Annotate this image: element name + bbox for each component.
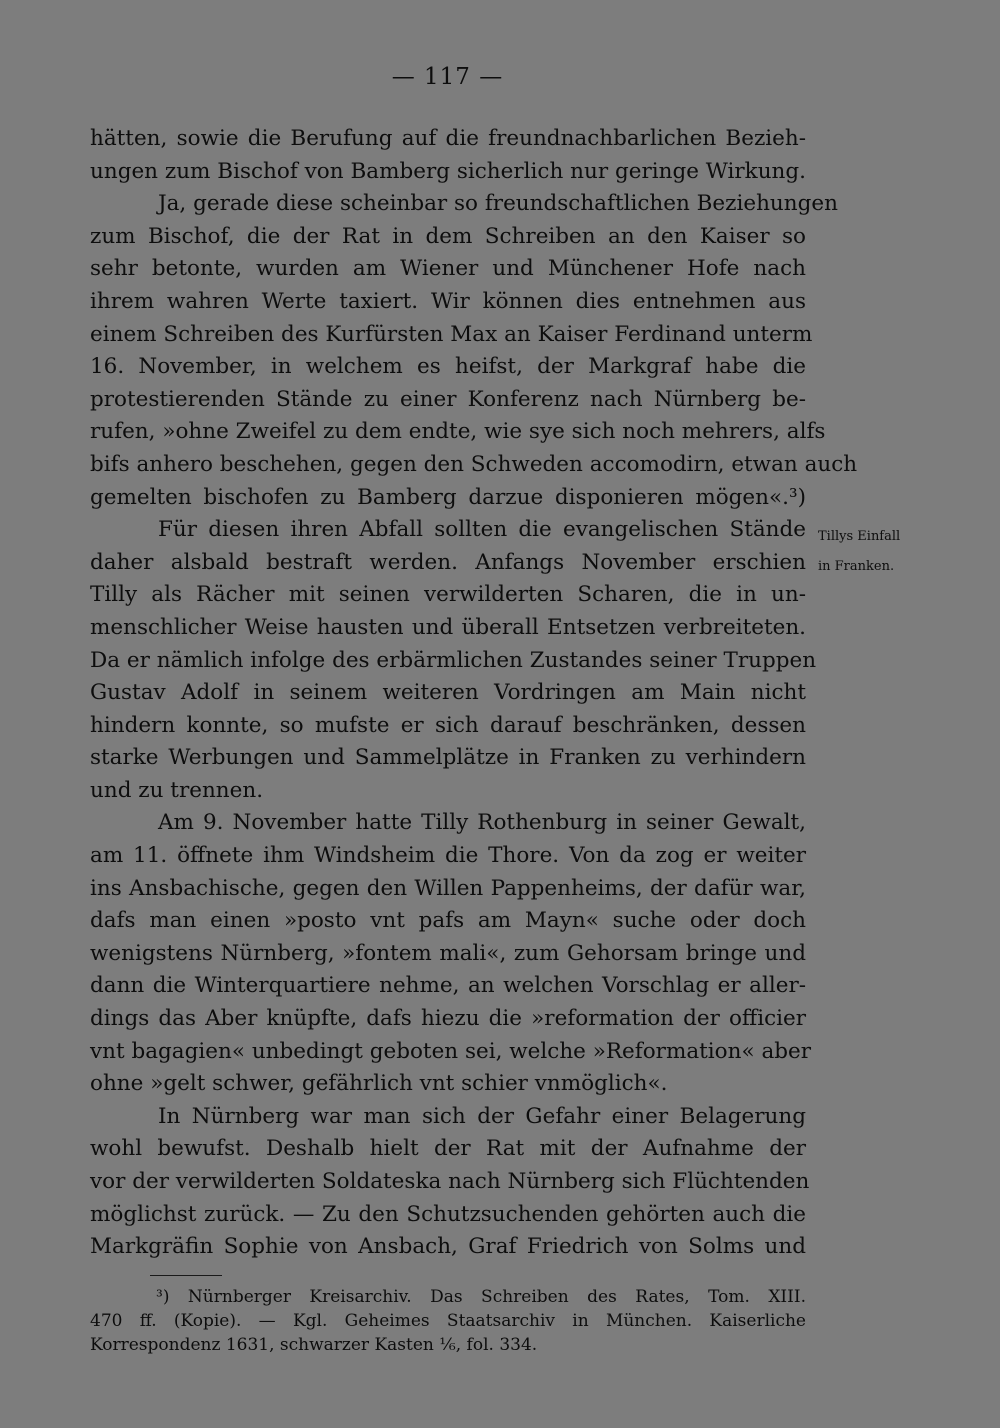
text-line: Am 9. November hatte Tilly Rothenburg in seiner Gewalt, <box>158 810 806 836</box>
text-line: ungen zum Bischof von Bamberg sicherlich nur geringe Wirkung. <box>90 158 806 184</box>
text-line: hindern konnte, so mufste er sich darauf beschränken, dessen <box>90 712 806 738</box>
text-line: dann die Winterquartiere nehme, an welchen Vorschlag er aller- <box>90 973 806 999</box>
text-line: vnt bagagien« unbedingt geboten sei, welche »Reformation« aber <box>90 1038 812 1064</box>
text-line: protestierenden Stände zu einer Konferenz nach Nürnberg be- <box>90 386 806 412</box>
text-line: ihrem wahren Werte taxiert. Wir können dies entnehmen aus <box>90 288 806 314</box>
page-number: — 117 — <box>391 64 504 90</box>
text-line: wenigstens Nürnberg, »fontem mali«, zum Gehorsam bringe und <box>90 940 806 966</box>
text-line: starke Werbungen und Sammelplätze in Franken zu verhindern <box>90 745 806 771</box>
text-line: zum Bischof, die der Rat in dem Schreiben an den Kaiser so <box>90 223 806 249</box>
footnote-divider <box>150 1275 222 1276</box>
text-line: ins Ansbachische, gegen den Willen Pappenheims, der dafür war, <box>90 875 806 901</box>
footnote-line: Korrespondenz 1631, schwarzer Kasten ⅙, fol. 334. <box>90 1335 538 1355</box>
footnotes <box>90 1285 806 1357</box>
text-line: Ja, gerade diese scheinbar so freundschaftlichen Beziehungen <box>158 191 838 217</box>
text-line: menschlicher Weise hausten und überall Entsetzen verbreiteten. <box>90 614 806 640</box>
text-line: Für diesen ihren Abfall sollten die evangelischen Stände <box>158 517 806 543</box>
text-line: einem Schreiben des Kurfürsten Max an Kaiser Ferdinand unterm <box>90 321 813 347</box>
text-line: möglichst zurück. — Zu den Schutzsuchenden gehörten auch die <box>90 1201 806 1227</box>
text-line: daher alsbald bestraft werden. Anfangs November erschien <box>90 549 806 575</box>
text-line: am 11. öffnete ihm Windsheim die Thore. Von da zog er weiter <box>90 843 806 869</box>
footnote-line: 470 ff. (Kopie). — Kgl. Geheimes Staatsarchiv in München. Kaiserliche <box>90 1311 806 1331</box>
body-text <box>90 123 858 1264</box>
text-line: 16. November, in welchem es heifst, der Markgraf habe die <box>90 354 806 380</box>
text-line: rufen, »ohne Zweifel zu dem endte, wie sye sich noch mehrers, alfs <box>90 419 826 445</box>
text-line: dafs man einen »posto vnt pafs am Mayn« suche oder doch <box>90 908 806 934</box>
text-line: und zu trennen. <box>90 777 264 803</box>
text-line: Markgräfin Sophie von Ansbach, Graf Friedrich von Solms und <box>90 1234 806 1260</box>
margin-note-line: in Franken. <box>818 559 895 574</box>
margin-note <box>818 522 948 582</box>
text-line: vor der verwilderten Soldateska nach Nürnberg sich Flüchtenden <box>90 1169 810 1194</box>
footnote-line: ³) Nürnberger Kreisarchiv. Das Schreiben des Rates, Tom. XIII. <box>156 1287 806 1307</box>
text-line: Gustav Adolf in seinem weiteren Vordringen am Main nicht <box>90 680 806 706</box>
margin-note-line: Tillys Einfall <box>818 529 901 544</box>
text-line: bifs anhero beschehen, gegen den Schweden accomodirn, etwan auch <box>90 451 858 477</box>
text-line: In Nürnberg war man sich der Gefahr einer Belagerung <box>158 1103 806 1129</box>
text-line: ohne »gelt schwer, gefährlich vnt schier vnmöglich«. <box>90 1071 668 1097</box>
text-line: Tilly als Rächer mit seinen verwilderten Scharen, die in un- <box>90 582 806 608</box>
text-line: dings das Aber knüpfte, dafs hiezu die »reformation der officier <box>90 1006 806 1032</box>
text-line: Da er nämlich infolge des erbärmlichen Zustandes seiner Truppen <box>90 647 817 673</box>
text-line: hätten, sowie die Berufung auf die freundnachbarlichen Bezieh- <box>90 126 806 151</box>
text-line: wohl bewufst. Deshalb hielt der Rat mit der Aufnahme der <box>90 1136 806 1162</box>
text-line: sehr betonte, wurden am Wiener und Münchener Hofe nach <box>90 256 806 282</box>
text-line: gemelten bischofen zu Bamberg darzue disponieren mögen«.³) <box>90 484 806 510</box>
